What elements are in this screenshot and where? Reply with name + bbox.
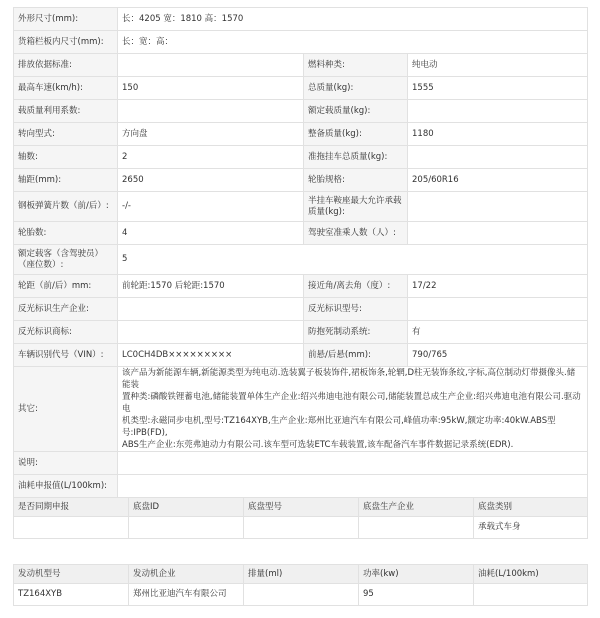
abs-value: 有 [408,321,588,344]
spec-row-cargo [14,31,588,54]
reflect-brand-label: 反光标识商标: [14,321,118,344]
dimensions-value: 长：4205 宽：1810 高：1570 [118,8,588,31]
other-description [118,367,588,452]
fuel-label: 燃料种类: [304,54,408,77]
chassis-cell [359,517,474,539]
curb-mass-value: 1180 [408,123,588,146]
curb-mass-label: 整备质量(kg): [304,123,408,146]
saddle-label: 半挂车鞍座最大允许承载质量(kg): [304,192,408,222]
util-value [118,100,304,123]
seats-value: 5 [118,245,588,275]
spec-row-other [14,367,588,452]
saddle-value [408,192,588,222]
emission-value [118,54,304,77]
other-label: 其它: [14,367,118,452]
chassis-header-cell: 底盘类别 [474,498,588,517]
reflect-brand-value [118,321,304,344]
spec-row-seats [14,245,588,275]
fuel-value: 纯电动 [408,54,588,77]
wheelbase-label: 轴距(mm): [14,169,118,192]
engine-header-row [14,565,588,584]
spec-row-vin [14,344,588,367]
vin-value: LC0CH4DB××××××××× [118,344,304,367]
engine-cell: 95 [359,584,474,606]
chassis-header-cell: 底盘生产企业 [359,498,474,517]
chassis-cell [14,517,129,539]
spec-row-util [14,100,588,123]
speed-label: 最高车速(km/h): [14,77,118,100]
spring-value: -/- [118,192,304,222]
chassis-cell [244,517,359,539]
consumption-label: 油耗申报值(L/100km): [14,475,118,498]
chassis-cell: 承载式车身 [474,517,588,539]
cargo-value: 长：宽：高： [118,31,588,54]
spec-row-reflect-co [14,298,588,321]
total-mass-value: 1555 [408,77,588,100]
cab-seats-label: 驾驶室准乘人数（人）: [304,222,408,245]
wheelbase-value: 2650 [118,169,304,192]
trailer-mass-value [408,146,588,169]
overhang-value: 790/765 [408,344,588,367]
spec-row-spring [14,192,588,222]
reflect-model-label: 反光标识型号: [304,298,408,321]
other-line: ABS生产企业:东莞弗迪动力有限公司.该车型可选装ETC车载装置,该车配备汽车事件数据记录系统(EDR). [122,440,514,450]
chassis-header-row [14,498,588,517]
spec-row-speed [14,77,588,100]
vehicle-spec-table [13,7,588,498]
note-value [118,452,588,475]
table-row [14,517,588,539]
emission-label: 排放依据标准: [14,54,118,77]
tire-count-value: 4 [118,222,304,245]
table-row [14,584,588,606]
tire-count-label: 轮胎数: [14,222,118,245]
abs-label: 防抱死制动系统: [304,321,408,344]
overhang-label: 前悬/后悬(mm): [304,344,408,367]
engine-cell [474,584,588,606]
track-label: 轮距（前/后）mm: [14,275,118,298]
steering-label: 转向型式: [14,123,118,146]
cab-seats-value [408,222,588,245]
dimensions-label: 外形尺寸(mm): [14,8,118,31]
engine-header-cell: 发动机企业 [129,565,244,584]
other-line: 机类型:永磁同步电机,型号:TZ164XYB,生产企业:郑州比亚迪汽车有限公司,峰值功率:95kW,额定功率:40kW.ABS型号:IPB(FD), [122,416,556,438]
consumption-value [118,475,588,498]
rated-mass-label: 额定载质量(kg): [304,100,408,123]
vin-label: 车辆识别代号（VIN）: [14,344,118,367]
spring-label: 钢板弹簧片数（前/后）: [14,192,118,222]
steering-value: 方向盘 [118,123,304,146]
other-line: 该产品为新能源车辆,新能源类型为纯电动.选装翼子板装饰件,裙板饰条,轮辋,D柱无装饰条纹,字标,高位制动灯带摄像头.储能装 [122,368,576,390]
axles-value: 2 [118,146,304,169]
tire-spec-value: 205/60R16 [408,169,588,192]
chassis-header-cell: 底盘型号 [244,498,359,517]
seats-label: 额定载客（含驾驶员）（座位数）: [14,245,118,275]
spec-row-track [14,275,588,298]
engine-cell: 郑州比亚迪汽车有限公司 [129,584,244,606]
note-label: 说明: [14,452,118,475]
engine-header-cell: 功率(kw) [359,565,474,584]
spec-row-wheelbase [14,169,588,192]
engine-cell [244,584,359,606]
reflect-company-value [118,298,304,321]
spec-row-dimensions [14,8,588,31]
spec-row-steering [14,123,588,146]
util-label: 载质量利用系数: [14,100,118,123]
total-mass-label: 总质量(kg): [304,77,408,100]
engine-header-cell: 发动机型号 [14,565,129,584]
chassis-header-cell: 是否同期申报 [14,498,129,517]
spec-row-consumption [14,475,588,498]
other-line: 置种类:磷酸铁锂蓄电池,储能装置单体生产企业:绍兴弗迪电池有限公司,储能装置总成生产企业:绍兴弗迪电池有限公司.驱动电 [122,392,581,414]
spec-row-reflect-brand [14,321,588,344]
spec-row-tires [14,222,588,245]
axles-label: 轴数: [14,146,118,169]
spec-row-note [14,452,588,475]
spec-row-emission [14,54,588,77]
trailer-mass-label: 准拖挂车总质量(kg): [304,146,408,169]
track-value: 前轮距:1570 后轮距:1570 [118,275,304,298]
approach-angle-label: 接近角/离去角（度）: [304,275,408,298]
chassis-table [13,497,588,539]
approach-angle-value: 17/22 [408,275,588,298]
engine-table [13,564,588,606]
reflect-model-value [408,298,588,321]
reflect-company-label: 反光标识生产企业: [14,298,118,321]
speed-value: 150 [118,77,304,100]
spec-row-axles [14,146,588,169]
engine-cell: TZ164XYB [14,584,129,606]
chassis-cell [129,517,244,539]
chassis-header-cell: 底盘ID [129,498,244,517]
rated-mass-value [408,100,588,123]
engine-header-cell: 油耗(L/100km) [474,565,588,584]
tire-spec-label: 轮胎规格: [304,169,408,192]
cargo-label: 货箱栏板内尺寸(mm): [14,31,118,54]
engine-header-cell: 排量(ml) [244,565,359,584]
